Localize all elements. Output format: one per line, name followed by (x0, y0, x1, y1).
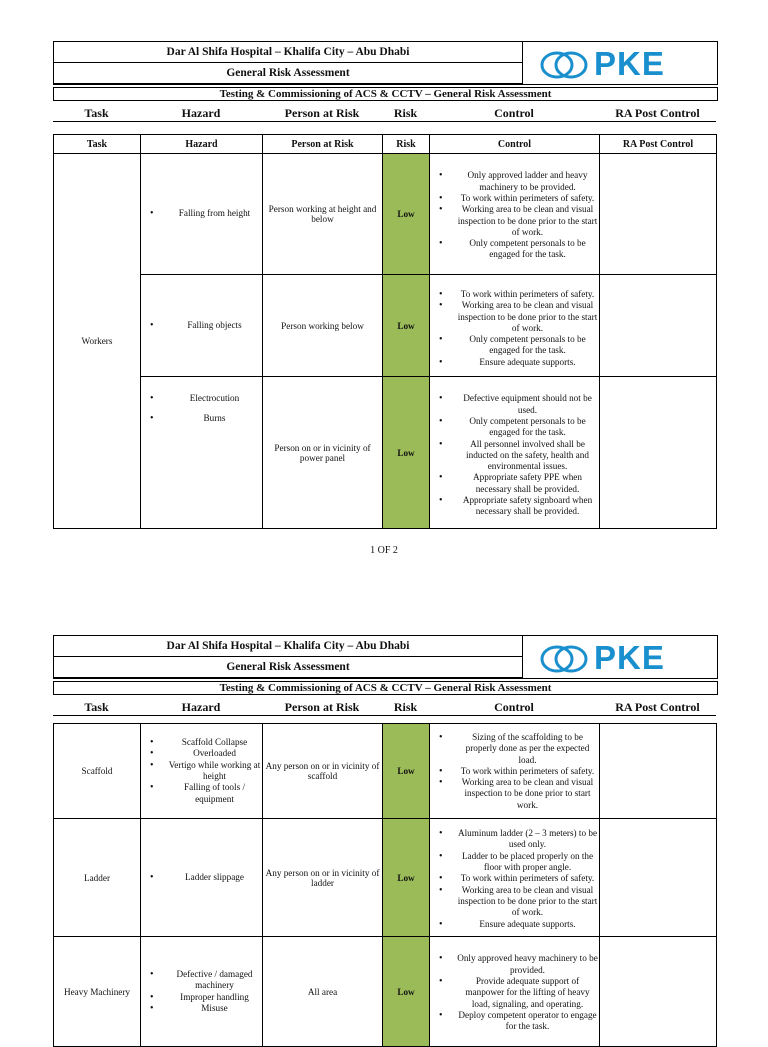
person-cell: Any person on or in vicinity of scaffold (263, 724, 383, 819)
control-item: • Only approved heavy machinery to be provided. (456, 953, 599, 976)
person-cell: Person on or in vicinity of power panel (263, 377, 383, 529)
control-item: • Working area to be clean and visual inspection to be done prior to the start of work. (456, 300, 599, 334)
control-cell (430, 275, 600, 377)
control-item: • Deploy competent operator to engage for the task. (456, 1010, 599, 1033)
hazard-item: • Defective / damaged machinery (167, 969, 262, 992)
col-person-at-risk: Person at Risk (284, 106, 360, 120)
hospital-name: Dar Al Shifa Hospital – Khalifa City – Abu Dhabi (54, 42, 523, 63)
task-cell: Heavy Machinery (54, 937, 141, 1047)
table-row (54, 275, 717, 377)
control-item: • Only approved ladder and heavy machinery to be provided. (456, 170, 599, 193)
th-control: Control (430, 135, 600, 154)
control-item: • To work within perimeters of safety. (456, 873, 599, 884)
th-ra-post-control: RA Post Control (600, 135, 717, 154)
control-item: • Provide adequate support of manpower for the lifting of heavy load, signaling, and operating. (456, 976, 599, 1010)
control-item: • Defective equipment should not be used. (456, 393, 599, 416)
hazard-item: • Ladder slippage (167, 872, 262, 883)
control-item: • Only competent personals to be engaged for the task. (456, 416, 599, 439)
col-ra-post-control: RA Post Control (615, 700, 700, 714)
brand-name: PKE (594, 45, 665, 82)
ra-post-control-cell (600, 275, 717, 377)
control-item: • Appropriate safety PPE when necessary shall be provided. (456, 472, 599, 495)
rings-logo-icon (539, 641, 595, 677)
control-cell (430, 154, 600, 275)
risk-table-page-1 (53, 134, 717, 529)
hazard-cell (141, 377, 263, 529)
pke-logo (539, 641, 699, 677)
control-item: • Aluminum ladder (2 – 3 meters) to be used only. (456, 828, 599, 851)
person-cell: Person working below (263, 275, 383, 377)
control-item: • Working area to be clean and visual inspection to be done prior to start work. (456, 777, 599, 811)
control-cell (430, 377, 600, 529)
th-task: Task (54, 135, 141, 154)
ra-post-control-cell (600, 724, 717, 819)
hazard-item: • Falling objects (167, 320, 262, 331)
control-item: • All personnel involved shall be inducted on the safety, health and environmental issues. (456, 439, 599, 473)
control-cell (430, 937, 600, 1047)
document-header (53, 635, 718, 679)
task-cell: Ladder (54, 819, 141, 937)
hazard-cell (141, 154, 263, 275)
hazard-cell (141, 937, 263, 1047)
document-title: General Risk Assessment (54, 63, 523, 84)
col-task: Task (84, 700, 109, 714)
th-risk: Risk (383, 135, 430, 154)
hazard-cell (141, 819, 263, 937)
col-risk: Risk (393, 700, 418, 714)
table-header-row (54, 135, 717, 154)
ra-post-control-cell (600, 819, 717, 937)
control-item: • Working area to be clean and visual inspection to be done prior to the start of work. (456, 885, 599, 919)
assessment-subtitle: Testing & Commissioning of ACS & CCTV – General Risk Assessment (53, 681, 718, 695)
task-cell: Scaffold (54, 724, 141, 819)
pke-logo (539, 47, 699, 83)
hazard-item: • Misuse (167, 1003, 262, 1014)
hazard-cell (141, 275, 263, 377)
table-row (54, 154, 717, 275)
table-row (54, 819, 717, 937)
risk-cell: Low (383, 819, 430, 937)
th-hazard: Hazard (141, 135, 263, 154)
control-item: • To work within perimeters of safety. (456, 193, 599, 204)
document-header (53, 41, 718, 85)
ra-post-control-cell (600, 377, 717, 529)
control-item: • Ensure adequate supports. (456, 919, 599, 930)
person-cell: All area (263, 937, 383, 1047)
rings-logo-icon (539, 47, 595, 83)
control-item: • Ladder to be placed properly on the floor with proper angle. (456, 851, 599, 874)
col-control: Control (494, 700, 534, 714)
hazard-item: • Improper handling (167, 992, 262, 1003)
ra-post-control-cell (600, 937, 717, 1047)
hazard-item: • Scaffold Collapse (167, 737, 262, 748)
col-person-at-risk: Person at Risk (284, 700, 360, 714)
document-title: General Risk Assessment (54, 657, 523, 678)
person-cell: Person working at height and below (263, 154, 383, 275)
table-row (54, 377, 717, 529)
brand-name: PKE (594, 639, 665, 676)
hazard-item: • Vertigo while working at height (167, 760, 262, 783)
control-cell (430, 819, 600, 937)
hazard-item: • Overloaded (167, 748, 262, 759)
control-item: • To work within perimeters of safety. (456, 289, 599, 300)
risk-cell: Low (383, 275, 430, 377)
col-hazard: Hazard (181, 700, 221, 714)
hazard-item: • Falling from height (167, 208, 262, 219)
col-hazard: Hazard (181, 106, 221, 120)
table-row (54, 724, 717, 819)
divider (53, 121, 716, 122)
assessment-subtitle: Testing & Commissioning of ACS & CCTV – General Risk Assessment (53, 87, 718, 101)
hospital-name: Dar Al Shifa Hospital – Khalifa City – Abu Dhabi (54, 636, 523, 657)
control-item: • To work within perimeters of safety. (456, 766, 599, 777)
risk-cell: Low (383, 937, 430, 1047)
control-item: • Only competent personals to be engaged for the task. (456, 334, 599, 357)
column-header-row (53, 106, 716, 120)
control-cell (430, 724, 600, 819)
col-ra-post-control: RA Post Control (615, 106, 700, 120)
risk-table-page-2 (53, 723, 717, 1047)
control-item: • Only competent personals to be engaged for the task. (456, 238, 599, 261)
person-cell: Any person on or in vicinity of ladder (263, 819, 383, 937)
hazard-item: • Burns (167, 413, 262, 424)
col-risk: Risk (393, 106, 418, 120)
col-task: Task (84, 106, 109, 120)
risk-cell: Low (383, 377, 430, 529)
control-item: • Working area to be clean and visual inspection to be done prior to the start of work. (456, 204, 599, 238)
hazard-item: • Falling of tools / equipment (167, 782, 262, 805)
control-item: • Ensure adequate supports. (456, 357, 599, 368)
th-person-at-risk: Person at Risk (263, 135, 383, 154)
control-item: • Appropriate safety signboard when necessary shall be provided. (456, 495, 599, 518)
risk-cell: Low (383, 154, 430, 275)
col-control: Control (494, 106, 534, 120)
page-number: 1 OF 2 (370, 545, 398, 556)
hazard-item: • Electrocution (167, 393, 262, 404)
control-item: • Sizing of the scaffolding to be properly done as per the expected load. (456, 732, 599, 766)
column-header-row (53, 700, 716, 714)
risk-cell: Low (383, 724, 430, 819)
hazard-cell (141, 724, 263, 819)
ra-post-control-cell (600, 154, 717, 275)
task-cell: Workers (54, 154, 141, 529)
divider (53, 715, 716, 716)
table-row (54, 937, 717, 1047)
